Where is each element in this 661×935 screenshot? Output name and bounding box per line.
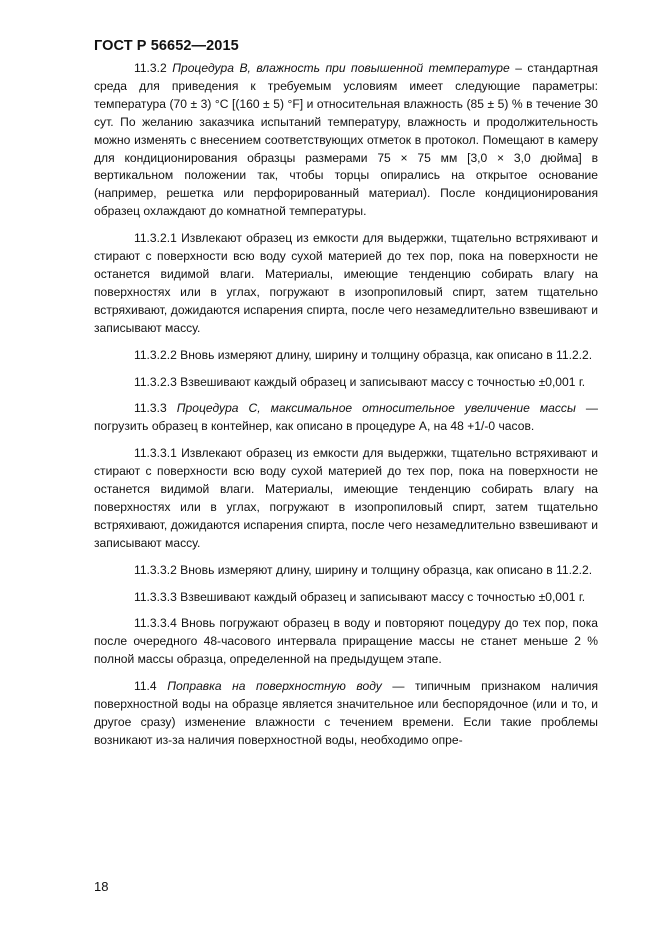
clause-number: 11.3.2.2 <box>134 347 177 362</box>
clause-text: — типичным признаком наличия поверхностной воды на образце является значительное или беспорядочное (или и то, и другое сразу) изменение влажности с течением времени. Если такие проблемы возникают из-за наличия поверхностной воды, необходимо опре- <box>94 679 598 747</box>
clause-number: 11.3.2.3 <box>134 374 177 389</box>
clause-text: Извлекают образец из емкости для выдержки, тщательно встряхивают и стирают с поверхности всю воду сухой материей до тех пор, пока на поверхности не останется видимой влаги. Материалы, имеющие тенденцию собирать влагу на поверхностях или в углах, погружают в изопропиловый спирт, затем тщательно встряхивают, дожидаются испарения спирта, после чего незамедлительно взвешивают и записывают массу. <box>94 231 598 335</box>
paragraph-11-3-3-4 <box>94 615 598 669</box>
paragraph-11-4 <box>94 678 598 750</box>
paragraph-11-3-3-3 <box>94 589 598 607</box>
clause-number: 11.3.3.4 <box>134 616 177 631</box>
document-body <box>94 60 598 759</box>
clause-text: Взвешивают каждый образец и записывают массу с точностью ±0,001 г. <box>176 374 586 389</box>
clause-number: 11.3.2 <box>134 61 167 75</box>
clause-number: 11.3.3.1 <box>134 446 177 461</box>
paragraph-11-3-3-2 <box>94 562 598 580</box>
paragraph-11-3-3-1 <box>94 445 598 552</box>
clause-number: 11.3.3.3 <box>134 589 177 604</box>
clause-title: Поправка на поверхностную воду <box>167 679 382 694</box>
clause-text: — погрузить образец в контейнер, как описано в процедуре А, на 48 +1/-0 часов. <box>94 401 598 434</box>
clause-number: 11.4 <box>134 679 157 694</box>
paragraph-11-3-2-2 <box>94 347 598 365</box>
document-header: ГОСТ Р 56652—2015 <box>94 38 239 54</box>
clause-title: Процедура В, влажность при повышенной температуре <box>172 61 510 75</box>
clause-text: Вновь измеряют длину, ширину и толщину образца, как описано в 11.2.2. <box>176 562 593 577</box>
paragraph-11-3-2-3 <box>94 374 598 392</box>
paragraph-11-3-3 <box>94 400 598 436</box>
clause-text: – стандартная среда для приведения к требуемым условиям имеет следующие параметры: температура (70 ± 3) °С [(160 ± 5) °F] и относительная влажность (85 ± 5) % в течение 30 сут. По желанию заказчика испытаний температуру, влажность и продолжительность можно изменять с внесением соответствующих отметок в протокол. Помещают в камеру для кондиционирования образцы размерами 75 × 75 мм [3,0 × 3,0 дюйма] в вертикальном положении так, чтобы торцы опирались на открытое основание (например, решетка или перфорированный материал). После кондиционирования образец охлаждают до комнатной температуры. <box>94 61 598 219</box>
clause-text: Извлекают образец из емкости для выдержки, тщательно встряхивают и стирают с поверхности всю воду сухой материей до тех пор, пока на поверхности не останется видимой влаги. Материалы, имеющие тенденцию собирать влагу на поверхностях или в углах, погружают в изопропиловый спирт, затем тщательно встряхивают, дожидаются испарения спирта, после чего незамедлительно взвешивают и записывают массу. <box>94 446 598 550</box>
page-number: 18 <box>94 879 109 894</box>
clause-text: Вновь погружают образец в воду и повторяют поцедуру до тех пор, пока после очередного 48-часового интервала приращение массы не станет меньше 2 % полной массы образца, определенной на предыдущем этапе. <box>94 616 598 667</box>
clause-number: 11.3.2.1 <box>134 231 177 246</box>
clause-text: Вновь измеряют длину, ширину и толщину образца, как описано в 11.2.2. <box>176 347 593 362</box>
paragraph-11-3-2-1 <box>94 230 598 337</box>
clause-number: 11.3.3 <box>134 401 167 416</box>
paragraph-11-3-2 <box>94 60 598 221</box>
clause-text: Взвешивают каждый образец и записывают массу с точностью ±0,001 г. <box>176 589 586 604</box>
clause-number: 11.3.3.2 <box>134 562 177 577</box>
clause-title: Процедура С, максимальное относительное увеличение массы <box>176 401 576 416</box>
